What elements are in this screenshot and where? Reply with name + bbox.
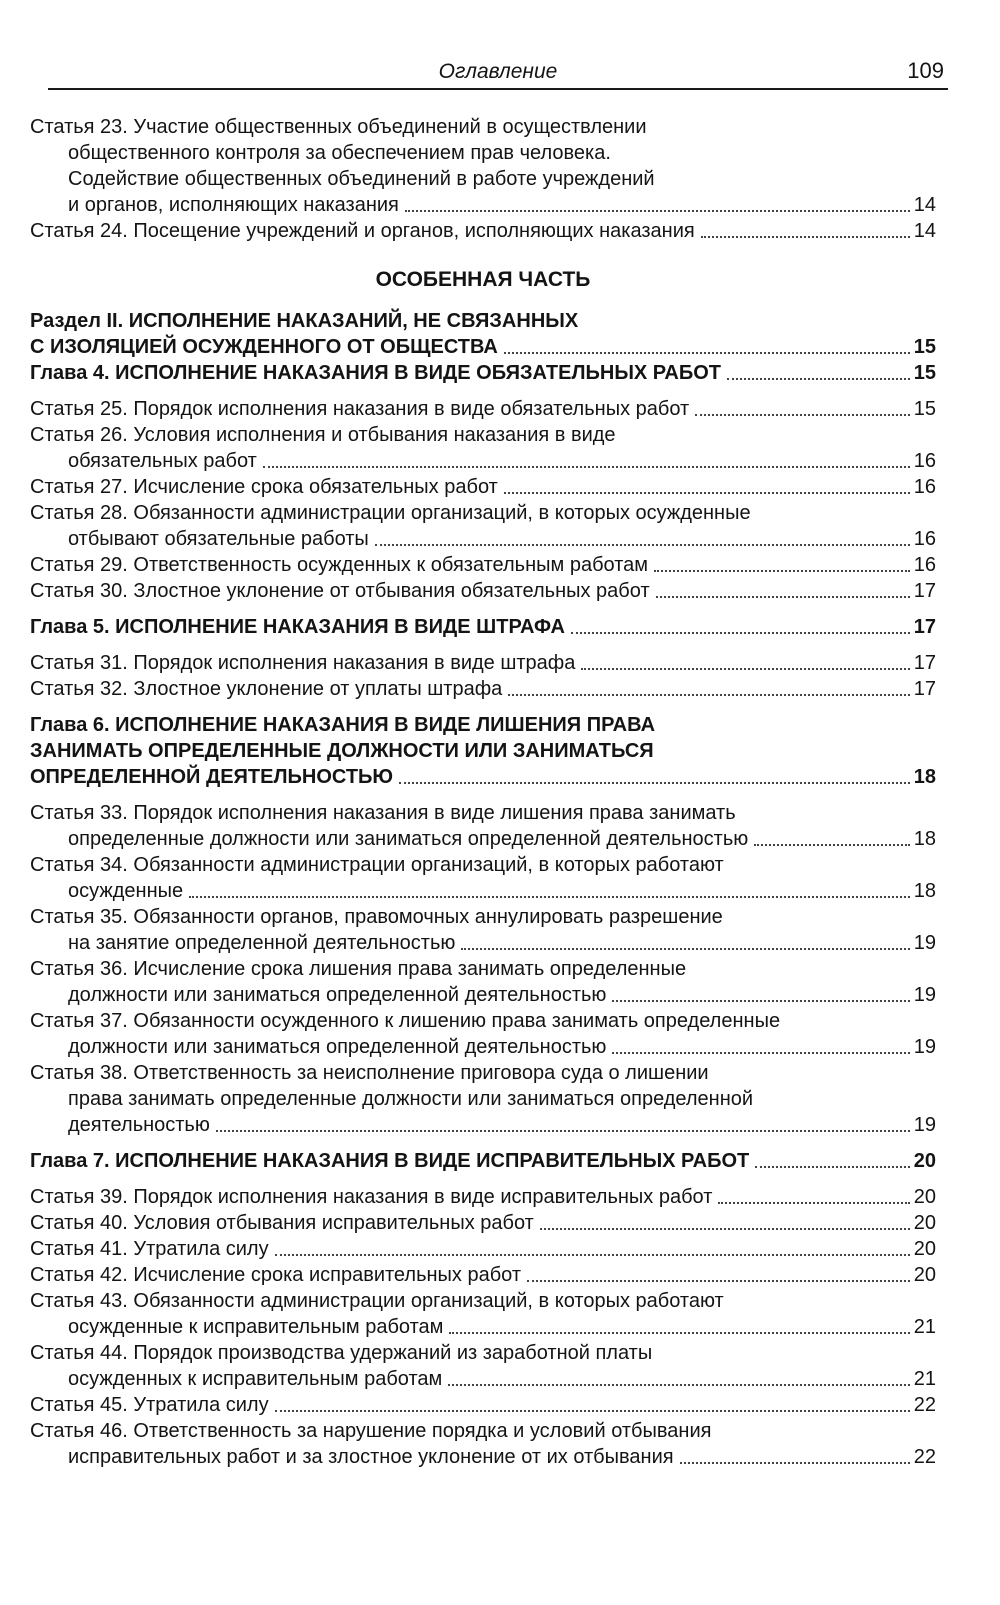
dot-leader	[375, 544, 910, 546]
toc-page-number: 21	[913, 1368, 936, 1390]
toc-entry-line	[30, 1008, 936, 1034]
toc-entry-title: Обязанности администрации организаций, в которых осужденные	[133, 502, 751, 524]
toc-entry-text	[30, 1184, 712, 1210]
toc-entry-line	[30, 552, 936, 578]
toc-entry-title: осужденных к исправительным работам	[68, 1368, 443, 1390]
dot-leader	[216, 1130, 910, 1132]
toc-entry-title: ИСПОЛНЕНИЕ НАКАЗАНИЯ В ВИДЕ ЛИШЕНИЯ ПРАВА	[115, 714, 656, 736]
toc-entry-title: Условия исполнения и отбывания наказания в виде	[133, 424, 616, 446]
toc-entry-label: Статья 26.	[30, 424, 128, 446]
toc-entry-line	[30, 1112, 936, 1138]
toc-entry-title: Порядок исполнения наказания в виде исправительных работ	[133, 1186, 713, 1208]
page-header	[48, 54, 948, 90]
toc-page-number: 20	[913, 1186, 936, 1208]
toc-entry-line	[30, 1086, 936, 1112]
dot-leader	[399, 782, 910, 784]
toc-entry-text	[30, 1262, 521, 1288]
toc-entry-title: Ответственность за нарушение порядка и условий отбывания	[133, 1420, 712, 1442]
toc-entry-line	[30, 578, 936, 604]
toc-entry-line	[30, 800, 936, 826]
toc-entry-title: ЗАНИМАТЬ ОПРЕДЕЛЕННЫЕ ДОЛЖНОСТИ ИЛИ ЗАНИМАТЬСЯ	[30, 740, 654, 762]
toc-entry[interactable]	[30, 552, 936, 578]
toc-entry[interactable]	[30, 578, 936, 604]
toc-page-number: 16	[913, 554, 936, 576]
toc-entry[interactable]	[30, 614, 936, 640]
toc-entry-title: Порядок производства удержаний из заработной платы	[133, 1342, 653, 1364]
toc-entry-title: Ответственность за неисполнение приговора суда о лишении	[133, 1062, 709, 1084]
dot-leader	[612, 1052, 909, 1054]
toc-page-number: 19	[913, 932, 936, 954]
toc-entry-title: на занятие определенной деятельностью	[68, 932, 456, 954]
dot-leader	[275, 1410, 910, 1412]
toc-entry-line	[30, 500, 936, 526]
toc-entry[interactable]	[30, 360, 936, 386]
toc-entry[interactable]	[30, 676, 936, 702]
toc-entry-text	[30, 360, 721, 386]
toc-entry-label: Статья 29.	[30, 554, 128, 576]
toc-entry-label: Статья 28.	[30, 502, 128, 524]
toc-page-number: 17	[913, 652, 936, 674]
dot-leader	[656, 596, 910, 598]
toc-entry-text	[68, 526, 369, 552]
toc-entry-line	[30, 526, 936, 552]
dot-leader	[504, 352, 910, 354]
toc-entry-title: должности или заниматься определенной деятельностью	[68, 1036, 607, 1058]
toc-entry-label: Глава 6.	[30, 714, 110, 736]
dot-leader	[755, 1166, 910, 1168]
dot-leader	[718, 1202, 909, 1204]
toc-entry-line	[30, 308, 936, 334]
toc-entry-line	[30, 1340, 936, 1366]
toc-entry-line	[30, 334, 936, 360]
toc-entry-title: осужденные к исправительным работам	[68, 1316, 444, 1338]
toc-entry[interactable]	[30, 1236, 936, 1262]
toc-entry-line	[30, 764, 936, 790]
dot-leader	[527, 1280, 910, 1282]
dot-leader	[612, 1000, 909, 1002]
toc-entry-text	[30, 650, 575, 676]
toc-entry-line	[30, 982, 936, 1008]
toc-entry-line	[30, 1236, 936, 1262]
toc-page-number: 21	[913, 1316, 936, 1338]
toc-entry-line	[30, 1366, 936, 1392]
toc-entry[interactable]	[30, 474, 936, 500]
toc-entry-line	[30, 1034, 936, 1060]
toc-entry[interactable]	[30, 1148, 936, 1174]
toc-entry-label: Статья 39.	[30, 1186, 128, 1208]
toc-page-number: 15	[913, 398, 936, 420]
toc-entry-text	[30, 614, 565, 640]
toc-entry-line	[30, 1444, 936, 1470]
toc-entry-line	[30, 650, 936, 676]
toc-entry-title: осужденные	[68, 880, 184, 902]
toc-entry-line	[30, 676, 936, 702]
toc-entry-line	[30, 614, 936, 640]
toc-entry[interactable]	[30, 500, 936, 552]
toc-page-number: 17	[913, 580, 936, 602]
toc-entry-title: Содействие общественных объединений в работе учреждений	[68, 168, 655, 190]
toc-entry-line	[30, 140, 936, 166]
toc-entry-title: и органов, исполняющих наказания	[68, 194, 399, 216]
toc-entry-line	[30, 712, 936, 738]
toc-page-number: 20	[913, 1212, 936, 1234]
toc-entry[interactable]	[30, 1008, 936, 1060]
toc-entry-label: Статья 30.	[30, 580, 128, 602]
dot-leader	[695, 414, 910, 416]
toc-entry-line	[30, 826, 936, 852]
toc-entry-line	[30, 1184, 936, 1210]
dot-leader	[571, 632, 910, 634]
toc-entry-text	[68, 1034, 606, 1060]
dot-leader	[727, 378, 910, 380]
toc-entry-title: Порядок исполнения наказания в виде лишения права занимать	[133, 802, 736, 824]
dot-leader	[680, 1462, 910, 1464]
toc-entry-text	[30, 578, 650, 604]
toc-entry-title: Порядок исполнения наказания в виде штрафа	[133, 652, 576, 674]
toc-entry-label: Статья 41.	[30, 1238, 128, 1260]
toc-entry-title: Ответственность осужденных к обязательным работам	[133, 554, 649, 576]
toc-entry[interactable]	[30, 1210, 936, 1236]
toc-entry-label: Статья 25.	[30, 398, 128, 420]
dot-leader	[508, 694, 909, 696]
toc-entry-title: исправительных работ и за злостное уклонение от их отбывания	[68, 1446, 674, 1468]
toc-entry-label: Статья 32.	[30, 678, 128, 700]
toc-entry-label: Статья 27.	[30, 476, 128, 498]
toc-entry-text	[30, 676, 502, 702]
toc-page-number: 22	[913, 1446, 936, 1468]
toc-page-number: 16	[913, 450, 936, 472]
toc-entry-text	[68, 192, 399, 218]
toc-entry[interactable]	[30, 218, 936, 244]
table-of-contents	[30, 114, 936, 1470]
toc-entry-text	[68, 826, 748, 852]
toc-entry-line	[30, 1262, 936, 1288]
toc-entry-label: Статья 46.	[30, 1420, 128, 1442]
toc-entry-label: Статья 38.	[30, 1062, 128, 1084]
toc-entry[interactable]	[30, 1262, 936, 1288]
toc-entry[interactable]	[30, 1340, 936, 1392]
dot-leader	[448, 1384, 909, 1386]
toc-entry-line	[30, 852, 936, 878]
toc-page-number: 18	[913, 766, 936, 788]
toc-entry-line	[30, 166, 936, 192]
toc-entry-title: должности или заниматься определенной деятельностью	[68, 984, 607, 1006]
toc-entry[interactable]	[30, 114, 936, 218]
spacer	[30, 604, 936, 614]
toc-entry-text	[30, 764, 393, 790]
toc-entry-label: Глава 4.	[30, 362, 110, 384]
toc-entry-line	[30, 114, 936, 140]
toc-entry-title: обязательных работ	[68, 450, 257, 472]
toc-entry-title: Порядок исполнения наказания в виде обязательных работ	[133, 398, 690, 420]
dot-leader	[461, 948, 909, 950]
page-number: 109	[907, 58, 944, 83]
toc-entry-title: права занимать определенные должности или заниматься определенной	[68, 1088, 754, 1110]
dot-leader	[405, 210, 910, 212]
toc-entry-line	[30, 1060, 936, 1086]
toc-entry-line	[30, 192, 936, 218]
toc-entry-title: Исчисление срока исправительных работ	[133, 1264, 522, 1286]
toc-entry-text	[30, 1210, 534, 1236]
toc-entry-title: общественного контроля за обеспечением прав человека.	[68, 142, 611, 164]
spacer	[30, 1138, 936, 1148]
dot-leader	[654, 570, 910, 572]
toc-entry-label: Статья 35.	[30, 906, 128, 928]
toc-entry[interactable]	[30, 1288, 936, 1340]
spacer	[30, 640, 936, 650]
toc-page-number: 17	[913, 678, 936, 700]
toc-entry-text	[30, 474, 498, 500]
toc-entry-line	[30, 930, 936, 956]
toc-entry-line	[30, 904, 936, 930]
toc-entry-label: Статья 37.	[30, 1010, 128, 1032]
toc-entry[interactable]	[30, 396, 936, 422]
toc-entry-line	[30, 396, 936, 422]
toc-entry-title: Обязанности осужденного к лишению права занимать определенные	[133, 1010, 781, 1032]
dot-leader	[504, 492, 910, 494]
toc-entry[interactable]	[30, 422, 936, 474]
toc-entry-line	[30, 738, 936, 764]
toc-entry-line	[30, 1314, 936, 1340]
toc-entry-label: Статья 34.	[30, 854, 128, 876]
toc-entry-title: Обязанности органов, правомочных аннулировать разрешение	[133, 906, 723, 928]
toc-entry-line	[30, 474, 936, 500]
toc-entry-text	[30, 218, 695, 244]
toc-entry[interactable]	[30, 800, 936, 852]
toc-page-number: 19	[913, 1114, 936, 1136]
toc-entry-label: Статья 33.	[30, 802, 128, 824]
spacer	[30, 1174, 936, 1184]
toc-page-number: 19	[913, 984, 936, 1006]
toc-entry-title: Обязанности администрации организаций, в которых работают	[133, 854, 724, 876]
toc-entry-title: Посещение учреждений и органов, исполняющих наказания	[133, 220, 695, 242]
toc-entry-title: Злостное уклонение от уплаты штрафа	[133, 678, 503, 700]
toc-entry-label: Статья 36.	[30, 958, 128, 980]
toc-entry-line	[30, 448, 936, 474]
toc-page-number: 17	[913, 616, 936, 638]
toc-entry-line	[30, 878, 936, 904]
toc-entry-title: Исчисление срока лишения права занимать определенные	[133, 958, 687, 980]
toc-page-number: 18	[913, 880, 936, 902]
toc-entry[interactable]	[30, 650, 936, 676]
dot-leader	[275, 1254, 910, 1256]
toc-entry-line	[30, 422, 936, 448]
toc-page-number: 16	[913, 528, 936, 550]
toc-page-number: 15	[913, 336, 936, 358]
toc-entry[interactable]	[30, 712, 936, 790]
toc-entry-line	[30, 360, 936, 386]
toc-entry-title: ОПРЕДЕЛЕННОЙ ДЕЯТЕЛЬНОСТЬЮ	[30, 766, 394, 788]
toc-entry-label: Статья 43.	[30, 1290, 128, 1312]
toc-entry-label: Статья 24.	[30, 220, 128, 242]
toc-entry[interactable]	[30, 852, 936, 904]
toc-entry-title: Исчисление срока обязательных работ	[133, 476, 498, 498]
toc-entry-line	[30, 1288, 936, 1314]
toc-entry[interactable]	[30, 956, 936, 1008]
toc-entry-title: Обязанности администрации организаций, в которых работают	[133, 1290, 724, 1312]
toc-entry-title: деятельностью	[68, 1114, 210, 1136]
toc-entry-line	[30, 218, 936, 244]
toc-entry-label: Глава 5.	[30, 616, 110, 638]
dot-leader	[540, 1228, 910, 1230]
section-heading: ОСОБЕННАЯ ЧАСТЬ	[375, 268, 591, 291]
toc-entry-text	[68, 878, 183, 904]
toc-entry-title: ИСПОЛНЕНИЕ НАКАЗАНИЙ, НЕ СВЯЗАННЫХ	[128, 310, 579, 332]
toc-entry-text	[68, 1366, 442, 1392]
toc-entry-text	[30, 1392, 269, 1418]
toc-entry-title: Участие общественных объединений в осуществлении	[133, 116, 647, 138]
toc-entry-line	[30, 1210, 936, 1236]
toc-entry-text	[30, 1148, 749, 1174]
dot-leader	[581, 668, 909, 670]
toc-entry[interactable]	[30, 1184, 936, 1210]
toc-entry-label: Статья 31.	[30, 652, 128, 674]
toc-entry-label: Статья 23.	[30, 116, 128, 138]
toc-entry[interactable]	[30, 308, 936, 360]
spacer	[30, 386, 936, 396]
toc-page-number: 18	[913, 828, 936, 850]
toc-entry-label: Статья 42.	[30, 1264, 128, 1286]
toc-entry-text	[68, 448, 257, 474]
toc-entry-line	[30, 1418, 936, 1444]
toc-entry-title: Условия отбывания исправительных работ	[133, 1212, 534, 1234]
spacer	[30, 702, 936, 712]
toc-entry-text	[68, 1112, 210, 1138]
toc-entry-title: Злостное уклонение от отбывания обязательных работ	[133, 580, 650, 602]
toc-page-number: 20	[913, 1264, 936, 1286]
toc-entry-title: ИСПОЛНЕНИЕ НАКАЗАНИЯ В ВИДЕ ШТРАФА	[115, 616, 565, 638]
running-title: Оглавление	[438, 60, 558, 83]
toc-entry-text	[68, 1444, 674, 1470]
toc-entry-title: ИСПОЛНЕНИЕ НАКАЗАНИЯ В ВИДЕ ОБЯЗАТЕЛЬНЫХ РАБОТ	[115, 362, 721, 384]
toc-entry-text	[30, 396, 689, 422]
toc-entry-label: Глава 7.	[30, 1150, 110, 1172]
toc-entry[interactable]	[30, 904, 936, 956]
toc-entry-text	[68, 930, 455, 956]
dot-leader	[701, 236, 910, 238]
toc-page-number: 20	[913, 1150, 936, 1172]
spacer	[30, 790, 936, 800]
toc-entry-label: Статья 40.	[30, 1212, 128, 1234]
toc-entry-label: Статья 44.	[30, 1342, 128, 1364]
toc-entry-text	[68, 982, 606, 1008]
toc-page-number: 14	[913, 220, 936, 242]
dot-leader	[263, 466, 910, 468]
toc-page-number: 19	[913, 1036, 936, 1058]
toc-entry-title: Утратила силу	[133, 1394, 269, 1416]
dot-leader	[449, 1332, 909, 1334]
toc-entry-text	[30, 334, 498, 360]
toc-entry-text	[30, 552, 648, 578]
toc-page-number: 20	[913, 1238, 936, 1260]
toc-page-number: 15	[913, 362, 936, 384]
toc-entry-label: Раздел II.	[30, 310, 124, 332]
dot-leader	[189, 896, 910, 898]
toc-entry-line	[30, 1392, 936, 1418]
dot-leader	[754, 844, 910, 846]
toc-entry-line	[30, 956, 936, 982]
toc-entry[interactable]	[30, 1418, 936, 1470]
toc-page-number: 22	[913, 1394, 936, 1416]
toc-entry-text	[68, 1314, 443, 1340]
toc-entry-text	[30, 1236, 269, 1262]
toc-page-number: 16	[913, 476, 936, 498]
toc-entry-title: С ИЗОЛЯЦИЕЙ ОСУЖДЕННОГО ОТ ОБЩЕСТВА	[30, 336, 498, 358]
toc-entry-line	[30, 1148, 936, 1174]
toc-entry[interactable]	[30, 1060, 936, 1138]
toc-entry-title: ИСПОЛНЕНИЕ НАКАЗАНИЯ В ВИДЕ ИСПРАВИТЕЛЬНЫХ РАБОТ	[115, 1150, 750, 1172]
toc-page-number: 14	[913, 194, 936, 216]
toc-entry-title: отбывают обязательные работы	[68, 528, 369, 550]
toc-entry-title: определенные должности или заниматься определенной деятельностью	[68, 828, 749, 850]
toc-entry-label: Статья 45.	[30, 1394, 128, 1416]
toc-entry-title: Утратила силу	[133, 1238, 269, 1260]
toc-entry[interactable]	[30, 1392, 936, 1418]
